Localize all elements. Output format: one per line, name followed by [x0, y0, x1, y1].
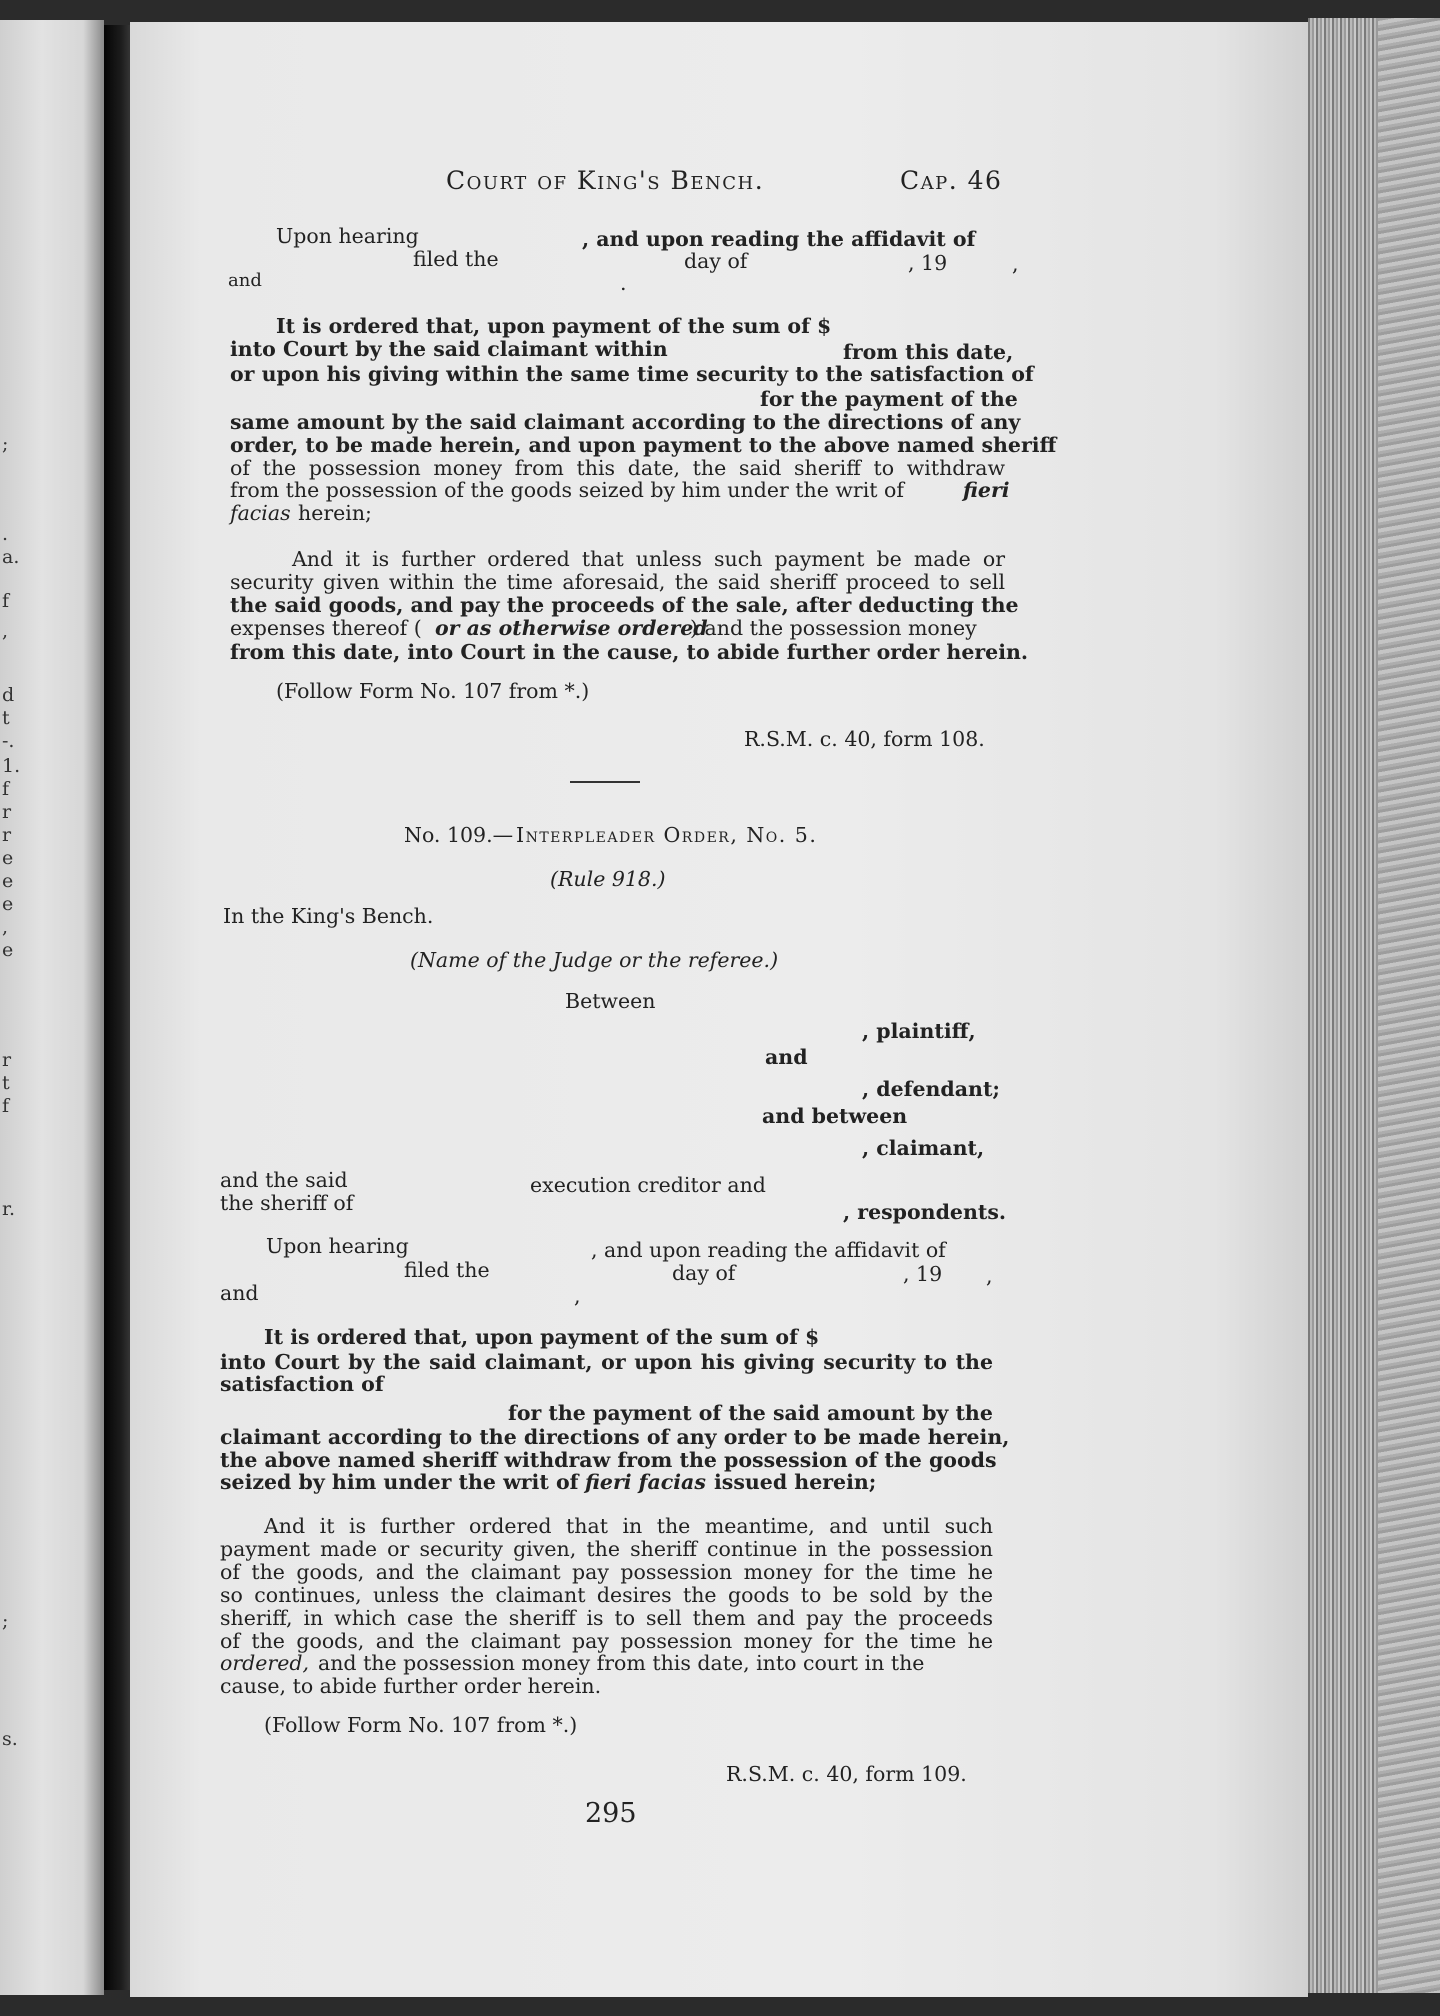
affidavit-line-2: , and upon reading the affidavit of — [591, 1238, 946, 1262]
judge-line: (Name of the Judge or the referee.) — [410, 948, 779, 972]
form-title: Interpleader Order, No. 5. — [516, 823, 818, 847]
follow-form-note: (Follow Form No. 107 from *.) — [276, 679, 590, 703]
para4-line1: And it is further ordered that in the meantime, and until such — [264, 1514, 993, 1538]
margin-char: ; — [2, 1610, 9, 1632]
sheriff-of-label: the sheriff of — [220, 1191, 354, 1215]
para1-line6: order, to be made herein, and upon payment to the above named sheriff — [230, 433, 1057, 457]
margin-char: f — [2, 590, 10, 612]
defendant-label: , defendant; — [862, 1077, 1000, 1101]
margin-char: t — [2, 707, 10, 729]
para3-line6: the above named sheriff withdraw from the possession of the goods — [220, 1448, 997, 1472]
para1-line2b: from this date, — [843, 340, 1014, 364]
margin-char: r — [2, 1049, 12, 1071]
para1-line3: or upon his giving within the same time security to the satisfaction of — [230, 362, 1034, 386]
para1-line7: of the possession money from this date, the said sheriff to withdraw — [230, 456, 1005, 480]
para2-line5: from this date, into Court in the cause, to abide further order herein. — [230, 640, 1029, 664]
affidavit-line: , and upon reading the affidavit of — [582, 227, 976, 251]
para4-line6: of the goods, and the claimant pay possession money for the time he — [220, 1629, 993, 1653]
margin-char: . — [2, 523, 9, 545]
para3-line7b: issued herein; — [714, 1470, 877, 1494]
margin-char: -. — [2, 730, 15, 752]
para3-line5: claimant according to the directions of any order to be made herein, — [220, 1425, 1010, 1449]
margin-char: t — [2, 1072, 10, 1094]
form-number: No. 109.— — [404, 823, 514, 847]
citation-109: R.S.M. c. 40, form 109. — [726, 1762, 967, 1786]
comma-mark-2: , — [986, 1264, 993, 1288]
para4-line7: and the possession money from this date, into court in the — [318, 1651, 925, 1675]
para4-line2: payment made or security given, the sheriff continue in the possession — [220, 1537, 993, 1561]
para1-line8: from the possession of the goods seized by him under the writ of — [230, 478, 904, 502]
para2-line2: security given within the time aforesaid, the said sheriff proceed to sell — [230, 570, 1005, 594]
para2-line4-italic: or as otherwise ordered — [435, 616, 708, 640]
chapter-number: Cap. 46 — [900, 166, 1003, 195]
upon-hearing-label-2: Upon hearing — [266, 1234, 409, 1258]
para4-line5: sheriff, in which case the sheriff is to sell them and pay the proceeds — [220, 1606, 993, 1630]
para4-line8: cause, to abide further order herein. — [220, 1674, 602, 1698]
follow-form-note-2: (Follow Form No. 107 from *.) — [264, 1713, 578, 1737]
plaintiff-label: , plaintiff, — [862, 1019, 976, 1043]
and-label-2: and — [220, 1281, 259, 1305]
para3-line3: satisfaction of — [220, 1372, 384, 1396]
book-gutter — [104, 25, 132, 1990]
rule-reference: (Rule 918.) — [550, 867, 666, 891]
upon-hearing-label: Upon hearing — [276, 224, 419, 248]
execution-creditor-label: execution creditor and — [530, 1173, 766, 1197]
para3-line2: into Court by the said claimant, or upon his giving security to the — [220, 1350, 993, 1374]
para2-line3: the said goods, and pay the proceeds of the sale, after deducting the — [230, 593, 1019, 617]
margin-char: e — [2, 893, 14, 915]
margin-char: r. — [2, 1198, 16, 1220]
margin-char: e — [2, 847, 14, 869]
margin-char: f — [2, 778, 10, 800]
claimant-label: , claimant, — [862, 1136, 985, 1160]
margin-char: e — [2, 939, 14, 961]
filed-the-label-2: filed the — [404, 1258, 490, 1282]
para4-ordered: ordered, — [220, 1651, 309, 1675]
margin-char: , — [2, 620, 9, 642]
day-of-label-2: day of — [672, 1261, 736, 1285]
court-name: In the King's Bench. — [223, 904, 434, 928]
facing-page-text-fragments — [0, 0, 20, 2016]
filed-the-label: filed the — [413, 247, 499, 271]
section-divider — [570, 781, 640, 783]
page-number: 295 — [585, 1798, 637, 1829]
para4-line4: so continues, unless the claimant desires the goods to be sold by the — [220, 1583, 993, 1607]
margin-char: d — [2, 684, 15, 706]
margin-char: s. — [2, 1728, 18, 1750]
para1-line2a: into Court by the said claimant within — [230, 337, 668, 361]
and-label-1: and — [765, 1045, 808, 1069]
between-label: Between — [565, 989, 656, 1013]
comma-mark-3: , — [574, 1284, 581, 1308]
para1-line5: same amount by the said claimant according to the directions of any — [230, 410, 1021, 434]
para1-fieri: fieri — [963, 478, 1010, 502]
comma-mark: , — [1012, 252, 1019, 276]
para1-facias: facias — [230, 501, 291, 525]
para2-line1: And it is further ordered that unless such payment be made or — [292, 547, 1005, 571]
and-label: and — [228, 270, 262, 291]
running-title: Court of King's Bench. — [446, 166, 765, 195]
year-label: , 19 — [908, 251, 948, 275]
margin-char: f — [2, 1095, 10, 1117]
margin-char: a. — [2, 546, 20, 568]
margin-char: e — [2, 870, 14, 892]
margin-char: ; — [2, 433, 9, 455]
margin-char: r — [2, 801, 12, 823]
para1-line1: It is ordered that, upon payment of the sum of $ — [276, 314, 832, 338]
para3-line4: for the payment of the said amount by the — [508, 1401, 993, 1425]
year-label-2: , 19 — [903, 1262, 943, 1286]
para3-fieri-facias: fieri facias — [585, 1470, 706, 1494]
para4-line3: of the goods, and the claimant pay possession money for the time he — [220, 1560, 993, 1584]
citation-108: R.S.M. c. 40, form 108. — [744, 727, 985, 751]
and-between-label: and between — [762, 1104, 908, 1128]
margin-char: r — [2, 824, 12, 846]
page-fore-edge — [1308, 18, 1440, 1993]
and-the-said-label: and the said — [220, 1168, 348, 1192]
para3-line1: It is ordered that, upon payment of the sum of $ — [264, 1325, 820, 1349]
day-of-label: day of — [684, 249, 748, 273]
para1-line4: for the payment of the — [760, 387, 1018, 411]
margin-char: 1. — [2, 755, 21, 777]
para2-line4a: expenses thereof ( — [230, 616, 422, 640]
para2-line4b: ) and the possession money — [690, 616, 977, 640]
para3-line7a: seized by him under the writ of — [220, 1470, 579, 1494]
margin-char: , — [2, 916, 9, 938]
period-mark: . — [620, 271, 627, 295]
para1-herein: herein; — [298, 501, 372, 525]
respondents-label: , respondents. — [843, 1200, 1006, 1224]
